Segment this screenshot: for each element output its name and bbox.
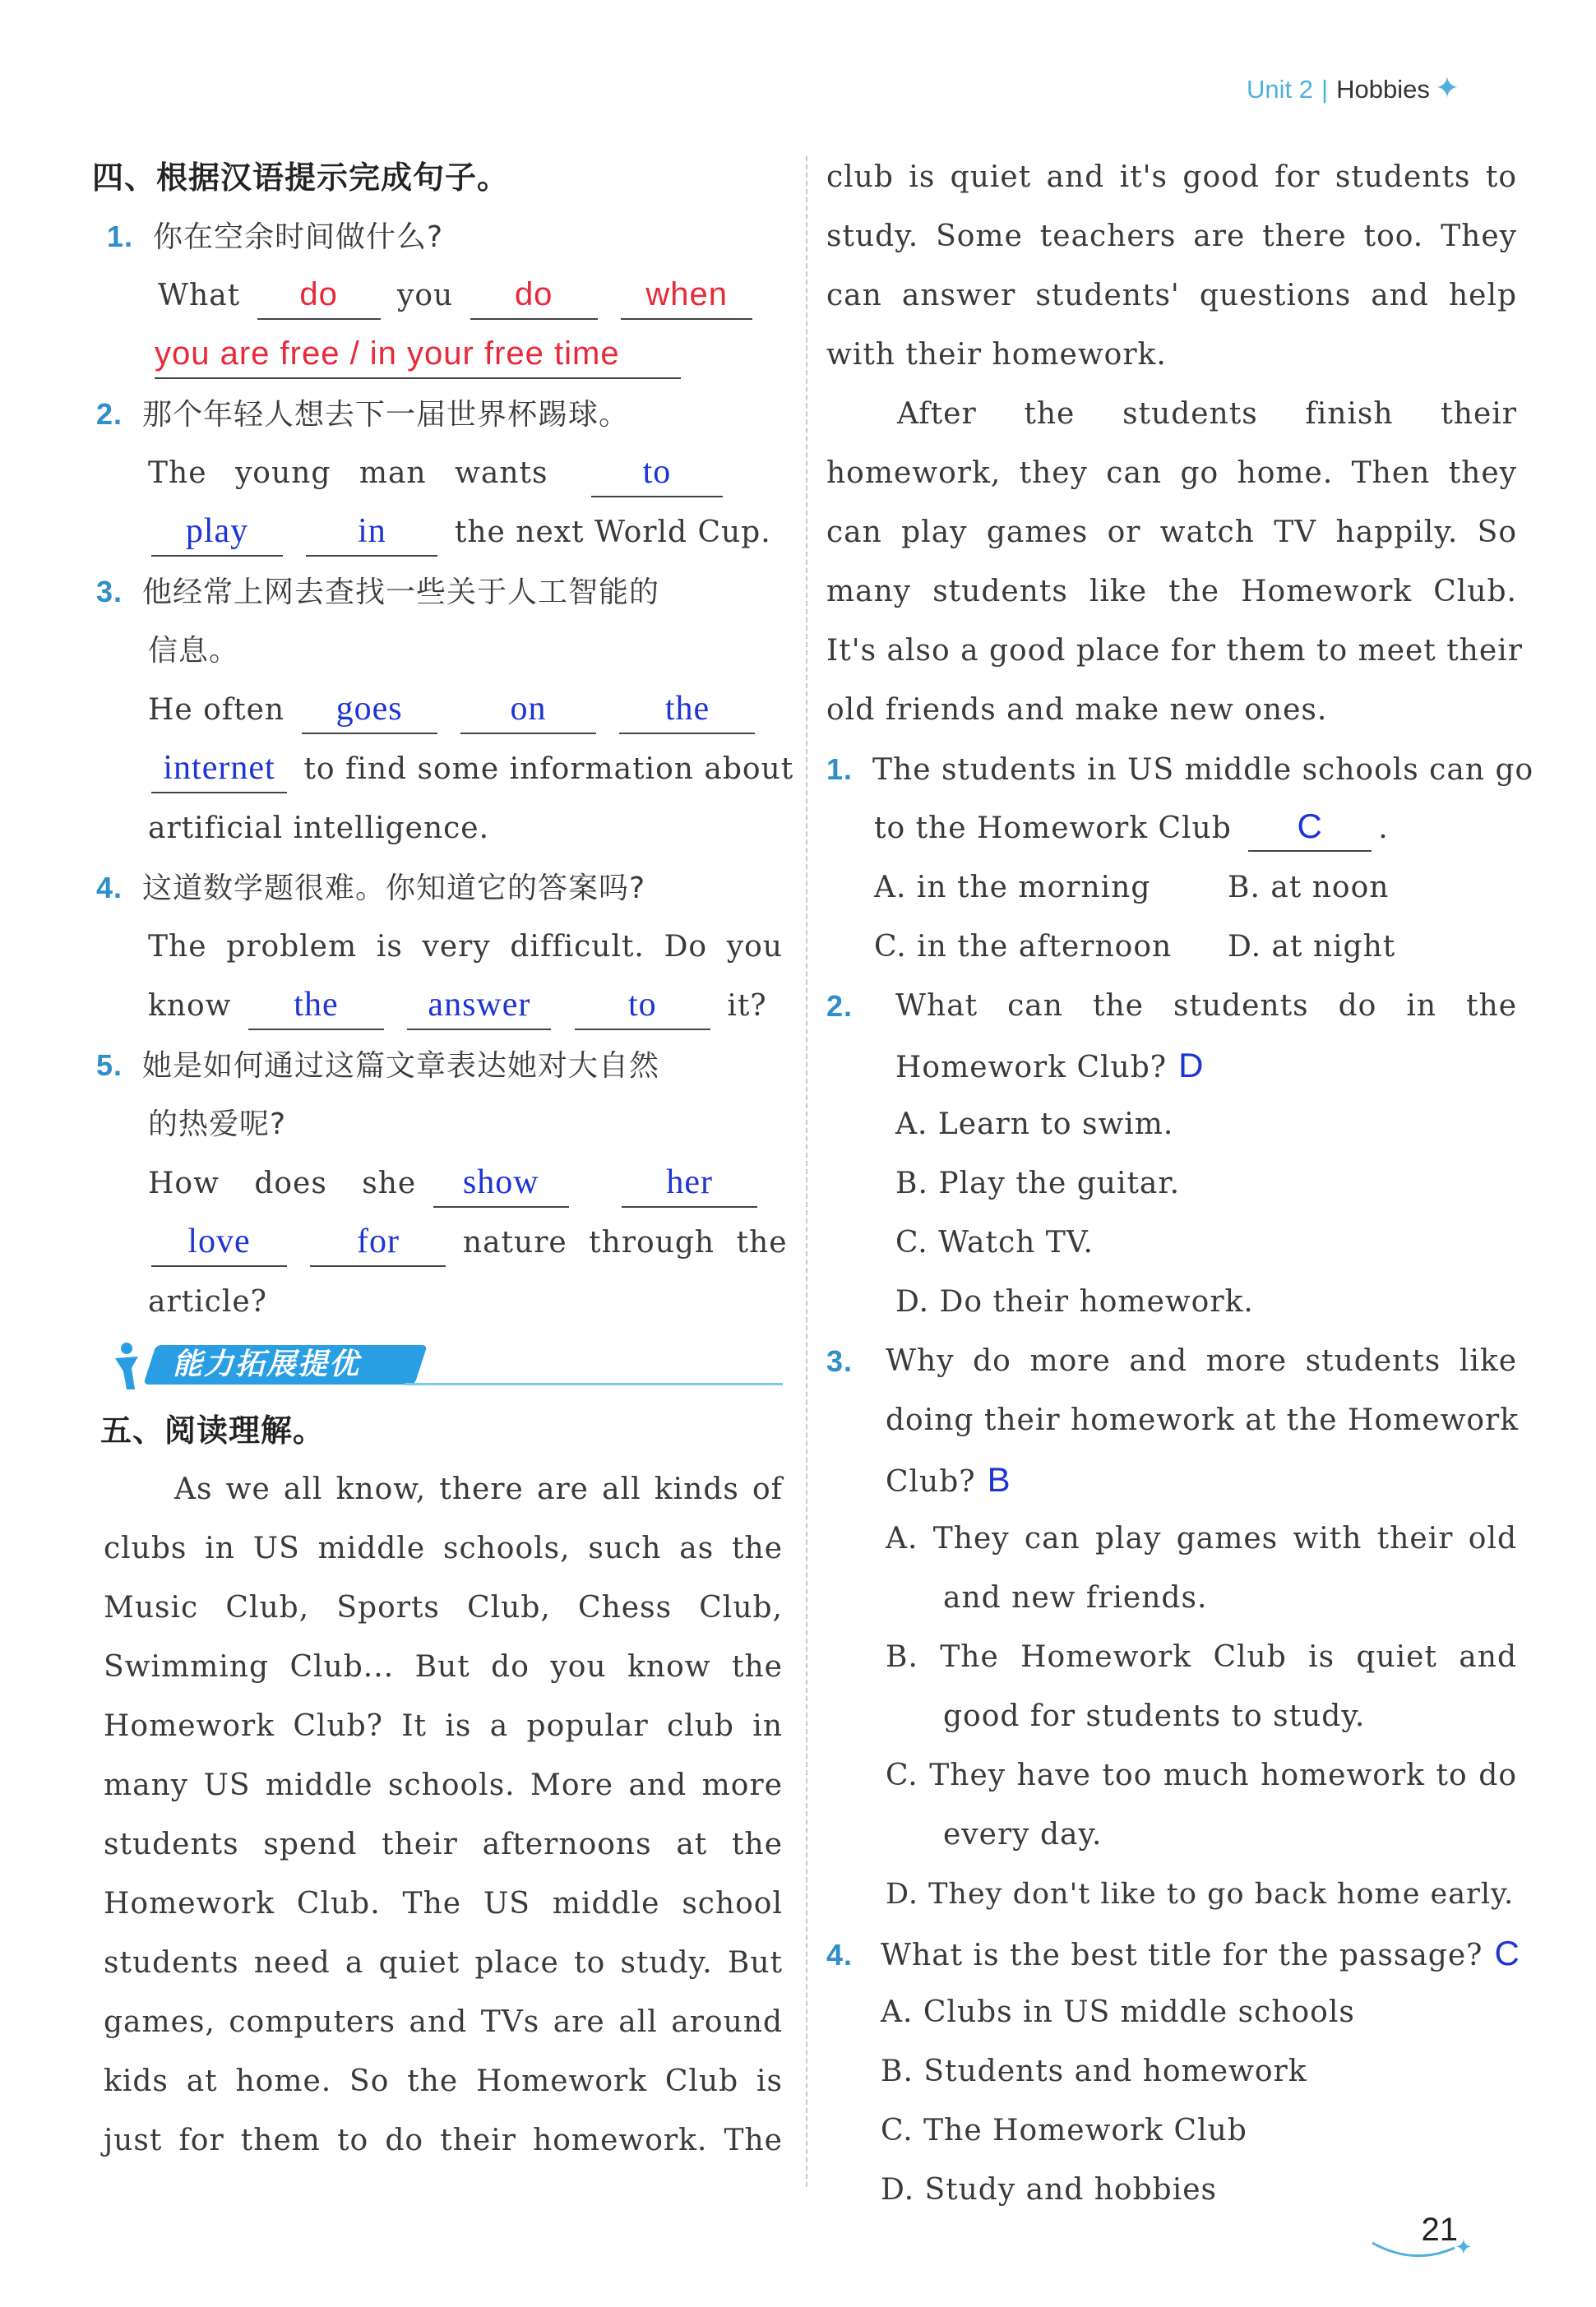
option-c[interactable]: C. The Homework Club bbox=[881, 2114, 1247, 2147]
s4-q5-en-2: love for nature through the bbox=[92, 1214, 783, 1273]
option-d[interactable]: D. Study and hobbies bbox=[881, 2173, 1217, 2207]
answer-blank[interactable]: do bbox=[470, 270, 598, 320]
s4-q1-en: What do you do when bbox=[92, 266, 783, 326]
option-a[interactable]: A. Clubs in US middle schools bbox=[881, 1995, 1355, 2029]
answer-blank[interactable]: her bbox=[622, 1158, 757, 1208]
passage-line: many US middle schools. More and more bbox=[104, 1768, 783, 1802]
answer-blank[interactable]: do bbox=[257, 270, 381, 320]
running-header bbox=[1247, 71, 1460, 105]
passage-line: club is quiet and it's good for students to bbox=[826, 160, 1517, 194]
s4-q4-cn: 4. 这道数学题很难。你知道它的答案吗? bbox=[96, 871, 646, 905]
s4-q3-en: He often goes on the bbox=[92, 681, 783, 740]
column-divider bbox=[806, 156, 807, 2187]
page-number: 21 bbox=[1421, 2212, 1458, 2248]
section-4-title: 四、根据汉语提示完成句子。 bbox=[92, 160, 510, 196]
s4-q1-en-2 bbox=[92, 326, 783, 385]
option-a[interactable]: A. They can play games with their old bbox=[886, 1522, 1517, 1556]
question-number: 1. bbox=[107, 220, 134, 253]
answer-blank[interactable]: goes bbox=[302, 685, 437, 734]
s4-q3-en-2: internet to find some information about bbox=[92, 740, 783, 799]
s4-q3-en-3: artificial intelligence. bbox=[148, 811, 490, 845]
s5-q2-stem-2: Homework Club? D bbox=[895, 1046, 1205, 1084]
passage-line: Homework Club. The US middle school bbox=[104, 1887, 783, 1921]
passage-line: As we all know, there are all kinds of bbox=[174, 1473, 783, 1506]
option-c[interactable]: C. in the afternoon bbox=[874, 930, 1173, 964]
s5-q2-stem: 2. What can the students do in the bbox=[826, 989, 1517, 1023]
s5-q3-stem-2: doing their homework at the Homework bbox=[886, 1403, 1520, 1437]
option-d[interactable]: D. Do their homework. bbox=[895, 1285, 1254, 1319]
passage-line: kids at home. So the Homework Club is bbox=[104, 2064, 783, 2098]
banner-label: 能力拓展提优 bbox=[173, 1348, 361, 1381]
s4-q5-cn: 5. 她是如何通过这篇文章表达她对大自然 bbox=[96, 1048, 660, 1083]
s4-q4-en: The problem is very difficult. Do you bbox=[148, 930, 783, 964]
passage-line: After the students finish their bbox=[897, 397, 1517, 431]
passage-line: Homework Club? It is a popular club in bbox=[104, 1709, 783, 1743]
unit-label: Unit 2 bbox=[1247, 75, 1314, 104]
option-b[interactable]: B. Play the guitar. bbox=[895, 1167, 1181, 1200]
s4-q5-en-3: article? bbox=[148, 1285, 267, 1319]
answer-mark: D bbox=[1178, 1046, 1205, 1084]
answer-blank[interactable]: C bbox=[1248, 802, 1372, 852]
banner-rule bbox=[405, 1383, 783, 1385]
passage-line: study. Some teachers are there too. They bbox=[826, 220, 1517, 253]
answer-blank[interactable]: the bbox=[619, 685, 755, 734]
s4-q3-cn-2: 信息。 bbox=[148, 634, 240, 668]
option-d[interactable]: D. at night bbox=[1228, 930, 1396, 964]
option-c[interactable]: C. Watch TV. bbox=[895, 1226, 1094, 1260]
option-a[interactable]: A. in the morning bbox=[874, 871, 1151, 904]
passage-line: can play games or watch TV happily. So bbox=[826, 515, 1517, 549]
passage-line: clubs in US middle schools, such as the bbox=[104, 1532, 783, 1565]
passage-line: Music Club, Sports Club, Chess Club, bbox=[104, 1591, 783, 1625]
answer-mark: B bbox=[987, 1460, 1011, 1499]
answer-blank[interactable]: internet bbox=[151, 744, 287, 793]
answer-blank[interactable]: the bbox=[248, 981, 384, 1030]
passage-line: students spend their afternoons at the bbox=[104, 1828, 783, 1861]
page-arc-icon bbox=[1367, 2230, 1474, 2263]
answer-blank[interactable]: love bbox=[151, 1218, 287, 1267]
passage-line: can answer students' questions and help bbox=[826, 279, 1517, 312]
option-b[interactable]: B. The Homework Club is quiet and bbox=[886, 1640, 1517, 1674]
svg-text:✦: ✦ bbox=[1455, 2235, 1473, 2260]
answer-blank[interactable]: on bbox=[460, 685, 596, 734]
option-c-cont: every day. bbox=[943, 1818, 1103, 1852]
s5-q4-stem: 4. What is the best title for the passage? C bbox=[826, 1934, 1520, 1972]
answer-mark: C bbox=[1494, 1934, 1520, 1972]
passage-line: just for them to do their homework. The bbox=[104, 2124, 783, 2157]
option-c[interactable]: C. They have too much homework to do bbox=[886, 1759, 1517, 1792]
passage-line: with their homework. bbox=[826, 338, 1167, 372]
left-column bbox=[92, 148, 794, 2171]
passage-line: It's also a good place for them to meet their bbox=[826, 634, 1523, 668]
s5-q1-opts-cd bbox=[826, 918, 1517, 977]
answer-blank[interactable]: answer bbox=[407, 981, 551, 1030]
s5-q3-stem: 3. Why do more and more students like bbox=[826, 1344, 1517, 1378]
passage-right bbox=[826, 148, 1523, 740]
header-separator: | bbox=[1321, 75, 1329, 104]
s5-q3-stem-3: Club? B bbox=[886, 1460, 1011, 1499]
option-a-cont: and new friends. bbox=[943, 1581, 1208, 1615]
answer-blank[interactable]: play bbox=[151, 507, 283, 557]
option-b[interactable]: B. Students and homework bbox=[881, 2055, 1307, 2088]
s4-q5-en: How does she show her bbox=[92, 1154, 783, 1214]
answer-blank[interactable]: you are free / in your free time bbox=[155, 330, 681, 379]
answer-blank[interactable]: for bbox=[310, 1218, 446, 1267]
sparkle-icon: ✦ bbox=[1434, 71, 1460, 104]
right-column bbox=[826, 148, 1534, 2220]
passage-line: games, computers and TVs are all around bbox=[104, 2005, 783, 2039]
s4-q1-cn: 1. 你在空余时间做什么? bbox=[92, 207, 783, 266]
s4-q2-en: The young man wants to bbox=[92, 444, 783, 503]
s5-q1-stem: 1. The students in US middle schools can go bbox=[826, 752, 1534, 787]
option-b[interactable]: B. at noon bbox=[1228, 871, 1390, 904]
answer-blank[interactable]: to bbox=[591, 448, 723, 497]
passage-line: many students like the Homework Club. bbox=[826, 575, 1517, 608]
option-a[interactable]: A. Learn to swim. bbox=[895, 1107, 1174, 1141]
answer-blank[interactable]: in bbox=[306, 507, 437, 557]
s4-q2-cn: 2. 那个年轻人想去下一届世界杯踢球。 bbox=[96, 397, 630, 432]
answer-blank[interactable]: show bbox=[433, 1158, 569, 1208]
passage-line: Swimming Club... But do you know the bbox=[104, 1650, 783, 1684]
option-b-cont: good for students to study. bbox=[943, 1699, 1366, 1733]
section-banner bbox=[92, 1337, 783, 1396]
passage-line: old friends and make new ones. bbox=[826, 693, 1328, 727]
passage-line: students need a quiet place to study. But bbox=[104, 1946, 783, 1980]
s4-q4-en-2: know the answer to it? bbox=[92, 977, 783, 1036]
passage-line: homework, they can go home. Then they bbox=[826, 456, 1517, 490]
section-5-title: 五、阅读理解。 bbox=[100, 1412, 326, 1449]
s5-q1-stem-2: to the Homework Club C . bbox=[826, 799, 1517, 858]
unit-title: Hobbies bbox=[1336, 75, 1430, 104]
s4-q3-cn: 3. 他经常上网去查找一些关于人工智能的 bbox=[96, 575, 660, 609]
answer-blank[interactable]: to bbox=[575, 981, 710, 1030]
passage-left bbox=[92, 1460, 783, 2171]
s4-q5-cn-2: 的热爱呢? bbox=[148, 1107, 287, 1141]
s4-q2-en-2: play in the next World Cup. bbox=[92, 503, 783, 562]
runner-icon bbox=[109, 1340, 150, 1393]
answer-blank[interactable]: when bbox=[621, 270, 752, 320]
option-d[interactable]: D. They don't like to go back home early. bbox=[886, 1878, 1515, 1911]
s5-q1-opts-ab bbox=[826, 858, 1517, 918]
